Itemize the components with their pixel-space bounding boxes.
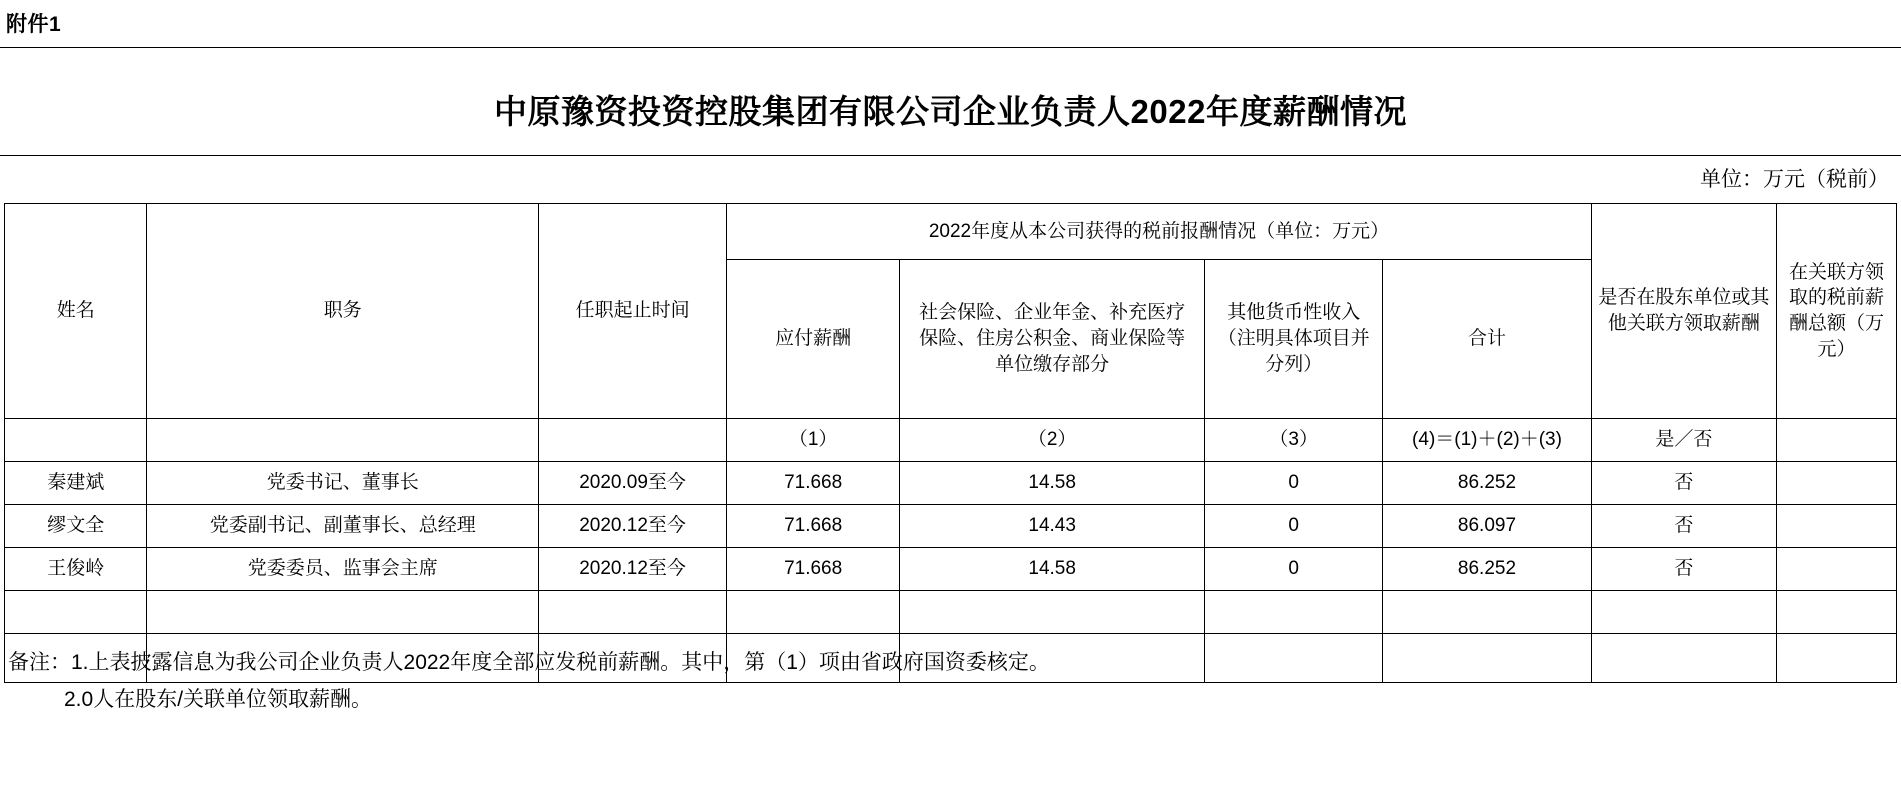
cell-other-income: 0: [1205, 505, 1383, 548]
index-from-shareholder: 是／否: [1591, 419, 1776, 462]
cell-term: 2020.12至今: [539, 505, 727, 548]
cell-term: 2020.09至今: [539, 462, 727, 505]
header-divider-top: [0, 47, 1901, 48]
header-other-income: 其他货币性收入（注明具体项目并分列）: [1205, 259, 1383, 418]
cell-other-income: 0: [1205, 548, 1383, 591]
cell-total: [1383, 591, 1592, 634]
cell-total: 86.097: [1383, 505, 1592, 548]
header-insurance: [900, 259, 1205, 418]
index-other-income: （3）: [1205, 419, 1383, 462]
cell-other-income: 0: [1205, 462, 1383, 505]
cell-related-total: [1776, 505, 1896, 548]
index-total: (4)＝(1)＋(2)＋(3): [1383, 419, 1592, 462]
header-position: 职务: [147, 204, 539, 419]
cell-position: [147, 591, 539, 634]
table-row: [5, 591, 1897, 634]
index-insurance: （2）: [900, 419, 1205, 462]
table-row: [5, 462, 1897, 505]
cell-from-shareholder: 否: [1591, 505, 1776, 548]
cell-from-shareholder: [1591, 591, 1776, 634]
index-position: [147, 419, 539, 462]
cell-related-total: [1776, 462, 1896, 505]
cell-name: 秦建斌: [5, 462, 147, 505]
cell-insurance: [900, 591, 1205, 634]
cell-total: 86.252: [1383, 462, 1592, 505]
header-total: 合计: [1383, 259, 1592, 418]
footnote-line-1: 备注：1.上表披露信息为我公司企业负责人2022年度全部应发税前薪酬。其中，第（1）项由省政府国资委核定。: [8, 651, 1050, 674]
cell-other-income: [1205, 591, 1383, 634]
cell-insurance: 14.43: [900, 505, 1205, 548]
index-name: [5, 419, 147, 462]
index-term: [539, 419, 727, 462]
cell-position: 党委书记、董事长: [147, 462, 539, 505]
cell-related-total: [1776, 591, 1896, 634]
index-related-total: [1776, 419, 1896, 462]
table-row: [5, 548, 1897, 591]
cell-from-shareholder: 否: [1591, 548, 1776, 591]
cell-payable: [727, 591, 900, 634]
cell-payable: 71.668: [727, 462, 900, 505]
cell-payable: 71.668: [727, 548, 900, 591]
header-related-total: 在关联方领取的税前薪酬总额（万元）: [1776, 204, 1896, 419]
header-name: 姓名: [5, 204, 147, 419]
cell-position: 党委委员、监事会主席: [147, 548, 539, 591]
header-payable: 应付薪酬: [727, 259, 900, 418]
table-index-row: [5, 419, 1897, 462]
cell-from-shareholder: 否: [1591, 462, 1776, 505]
attachment-label: 附件1: [6, 13, 62, 36]
compensation-table: [4, 203, 1897, 683]
header-from-shareholder: 是否在股东单位或其他关联方领取薪酬: [1591, 204, 1776, 419]
header-term: 任职起止时间: [539, 204, 727, 419]
page-title: 中原豫资投资控股集团有限公司企业负责人2022年度薪酬情况: [494, 93, 1407, 130]
cell-name: [5, 591, 147, 634]
cell-name: 王俊岭: [5, 548, 147, 591]
header-divider-bottom: [0, 155, 1901, 156]
cell-related-total: [1776, 548, 1896, 591]
index-payable: （1）: [727, 419, 900, 462]
table-row: [5, 505, 1897, 548]
header-insurance-text: 社会保险、企业年金、补充医疗保险、住房公积金、商业保险等单位缴存部分: [919, 302, 1186, 375]
table-header-row-1: [5, 204, 1897, 260]
cell-name: 缪文全: [5, 505, 147, 548]
footnotes: [8, 645, 1888, 719]
footnote-line-2: 2.0人在股东/关联单位领取薪酬。: [64, 687, 373, 711]
cell-total: 86.252: [1383, 548, 1592, 591]
cell-term: [539, 591, 727, 634]
cell-term: 2020.12至今: [539, 548, 727, 591]
cell-position: 党委副书记、副董事长、总经理: [147, 505, 539, 548]
unit-note: 单位：万元（税前）: [1700, 168, 1889, 191]
header-group-pretax: 2022年度从本公司获得的税前报酬情况（单位：万元）: [727, 204, 1592, 260]
cell-insurance: 14.58: [900, 462, 1205, 505]
cell-insurance: 14.58: [900, 548, 1205, 591]
cell-payable: 71.668: [727, 505, 900, 548]
